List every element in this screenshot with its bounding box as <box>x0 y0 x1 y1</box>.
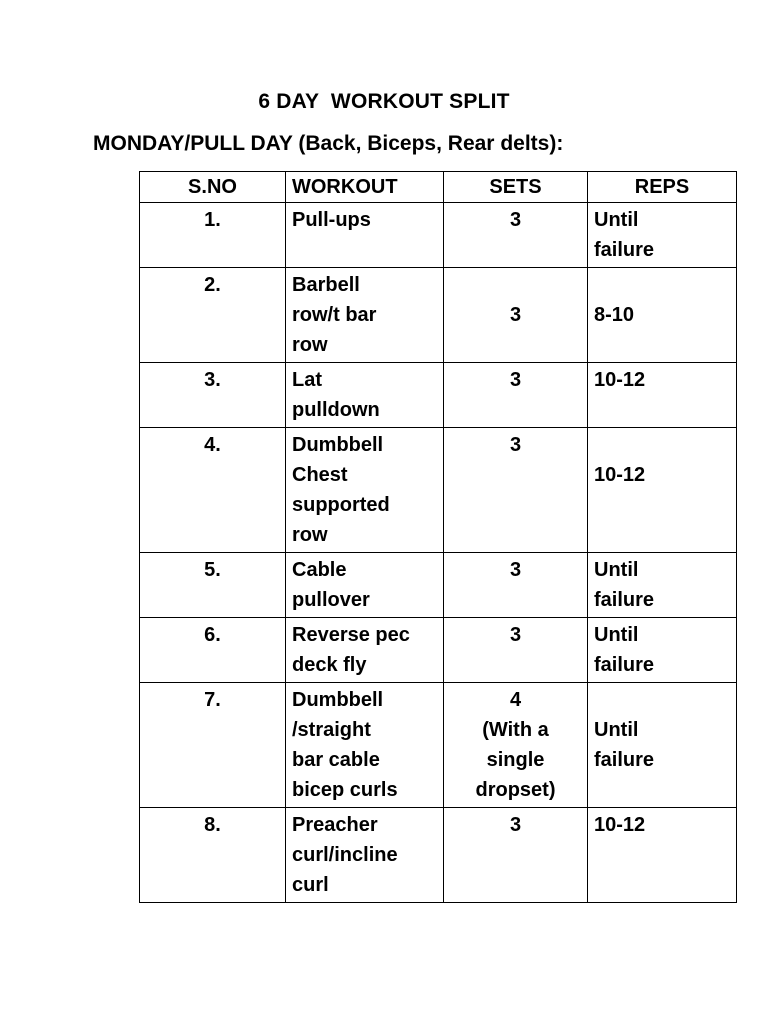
reps-cell: 10-12 <box>588 363 737 428</box>
reps-cell: 8-10 <box>588 268 737 363</box>
table-row <box>140 363 737 428</box>
workout-cell: Reverse pec deck fly <box>286 618 444 683</box>
workout-cell: Dumbbell Chest supported row <box>286 428 444 553</box>
reps-cell: 10-12 <box>588 808 737 903</box>
sno-cell: 6. <box>140 618 286 683</box>
sno-cell: 5. <box>140 553 286 618</box>
workout-cell: Cable pullover <box>286 553 444 618</box>
sno-cell: 2. <box>140 268 286 363</box>
table-row <box>140 683 737 808</box>
sno-cell: 4. <box>140 428 286 553</box>
table-row <box>140 428 737 553</box>
workout-cell: Barbell row/t bar row <box>286 268 444 363</box>
sets-cell: 3 <box>444 618 588 683</box>
sno-cell: 3. <box>140 363 286 428</box>
table-header-row <box>140 172 737 203</box>
sets-cell: 4 (With a single dropset) <box>444 683 588 808</box>
table-row <box>140 618 737 683</box>
sets-cell: 3 <box>444 363 588 428</box>
header-sets: SETS <box>444 172 588 203</box>
reps-cell: Until failure <box>588 203 737 268</box>
day-heading: MONDAY/PULL DAY (Back, Biceps, Rear delts): <box>93 132 564 155</box>
header-reps: REPS <box>588 172 737 203</box>
reps-cell: Until failure <box>588 618 737 683</box>
sets-cell: 3 <box>444 203 588 268</box>
sets-cell: 3 <box>444 553 588 618</box>
workout-cell: Preacher curl/incline curl <box>286 808 444 903</box>
workout-cell: Pull-ups <box>286 203 444 268</box>
table-row <box>140 808 737 903</box>
table-row <box>140 553 737 618</box>
sno-cell: 7. <box>140 683 286 808</box>
table-row <box>140 268 737 363</box>
sets-cell: 3 <box>444 268 588 363</box>
sno-cell: 8. <box>140 808 286 903</box>
workout-table <box>139 171 737 903</box>
reps-cell: Until failure <box>588 683 737 808</box>
sno-cell: 1. <box>140 203 286 268</box>
header-workout: WORKOUT <box>286 172 444 203</box>
workout-cell: Dumbbell /straight bar cable bicep curls <box>286 683 444 808</box>
sets-cell: 3 <box>444 808 588 903</box>
reps-cell: Until failure <box>588 553 737 618</box>
table-row <box>140 203 737 268</box>
reps-cell: 10-12 <box>588 428 737 553</box>
workout-cell: Lat pulldown <box>286 363 444 428</box>
document-title: 6 DAY WORKOUT SPLIT <box>258 90 510 113</box>
sets-cell: 3 <box>444 428 588 553</box>
header-sno: S.NO <box>140 172 286 203</box>
